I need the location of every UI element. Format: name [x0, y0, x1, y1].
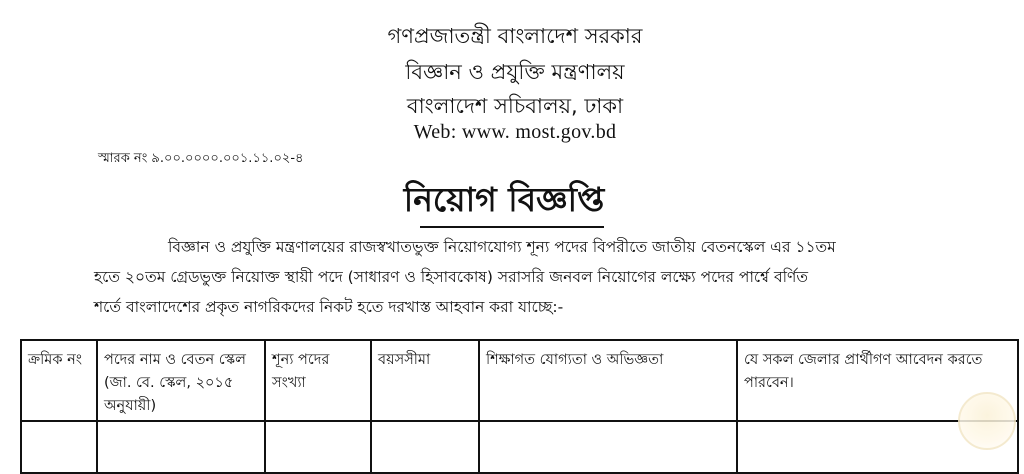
table-cell	[371, 421, 479, 473]
ministry-name: বিজ্ঞান ও প্রযুক্তি মন্ত্রণালয়	[405, 60, 625, 84]
paragraph-line-1: বিজ্ঞান ও প্রযুক্তি মন্ত্রণালয়ের রাজস্বখাতভুক্ত নিয়োগযোগ্য শূন্য পদের বিপরীতে জাতীয় বেতনস্কেল এর ১১তম	[168, 238, 836, 256]
notice-title: নিয়োগ বিজ্ঞপ্তি	[403, 180, 605, 219]
column-header-vacancy-count: শূন্য পদের সংখ্যা	[265, 340, 371, 421]
paragraph-line-3: শর্তে বাংলাদেশের প্রকৃত নাগরিকদের নিকট হতে দরখাস্ত আহবান করা যাচ্ছে:-	[94, 298, 564, 316]
column-header-serial: ক্রমিক নং	[21, 340, 97, 421]
column-header-post-name: পদের নাম ও বেতন স্কেল (জা. বে. স্কেল, ২০১৫ অনুযায়ী)	[97, 340, 265, 421]
table-cell	[265, 421, 371, 473]
table-cell	[21, 421, 97, 473]
office-location: বাংলাদেশ সচিবালয়, ঢাকা	[406, 94, 624, 118]
watermark-logo	[958, 392, 1016, 450]
table-row	[21, 421, 1018, 473]
website-line: Web: www. most.gov.bd	[413, 121, 617, 143]
government-name: গণপ্রজাতন্ত্রী বাংলাদেশ সরকার	[387, 24, 643, 48]
paragraph-line-2: হতে ২০তম গ্রেডভুক্ত নিয়োক্ত স্থায়ী পদে (সাধারণ ও হিসাবকোষ) সরাসরি জনবল নিয়োগের লক্ষ্যে পদের পার্শ্বে বর্ণিত	[94, 268, 809, 286]
table-cell	[97, 421, 265, 473]
column-header-qualification: শিক্ষাগত যোগ্যতা ও অভিজ্ঞতা	[479, 340, 737, 421]
vacancy-table	[20, 339, 1019, 474]
memo-number: স্মারক নং ৯.০০.০০০০.০০১.১১.০২-৪	[98, 151, 304, 166]
column-header-eligible-districts: যে সকল জেলার প্রার্থীগণ আবেদন করতে পারবেন।	[737, 340, 1018, 421]
column-header-age-limit: বয়সসীমা	[371, 340, 479, 421]
title-underline	[420, 226, 604, 228]
table-header-row	[21, 340, 1018, 421]
table-cell	[479, 421, 737, 473]
